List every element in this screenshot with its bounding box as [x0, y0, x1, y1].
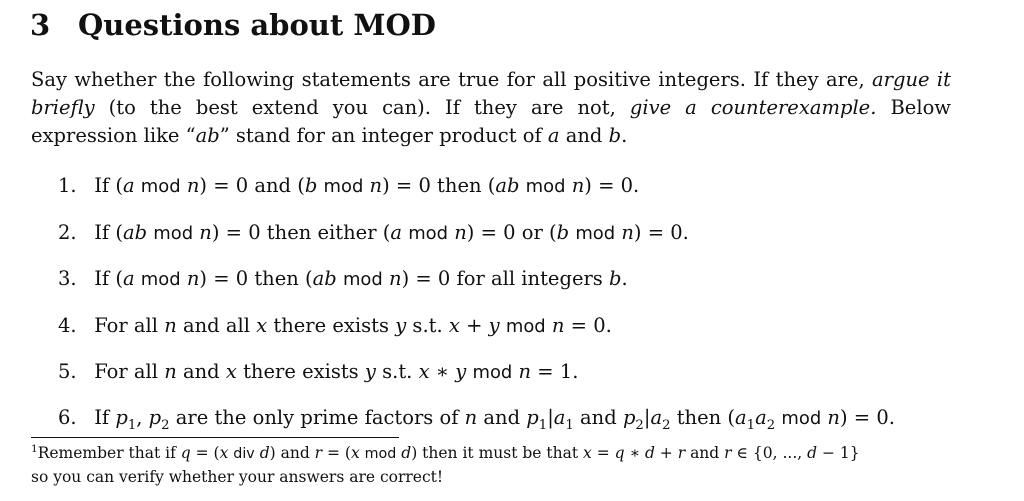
intro-var-b: b [608, 124, 622, 147]
intro-var-a: a [547, 124, 560, 147]
statement-number: 3. [58, 267, 77, 290]
statement-text: If (ab mod n) = 0 then either (a mod n) = 0 or (b mod n) = 0. [94, 221, 689, 244]
statement-text: For all n and x there exists y s.t. x ∗ y mod n = 1. [94, 360, 579, 383]
statement-number: 4. [58, 314, 77, 337]
intro-emphasis-argue: argue it briefly [31, 68, 951, 119]
footnote-line-1: $^1$Remember that if q = (x div d) and r = (x mod d) then it must be that x = q ∗ d + r and r ∈ {0, ..., d − 1} [31, 442, 860, 462]
intro-var-ab: ab [195, 124, 220, 147]
statement-text: If (a mod n) = 0 then (ab mod n) = 0 for all integers b. [94, 267, 628, 290]
intro-text-1: Say whether the following statements are true for all positive integers. If they are, [31, 68, 873, 91]
statement-number: 1. [58, 174, 77, 197]
section-title: Questions about MOD [78, 8, 436, 42]
statement-item [58, 406, 895, 433]
footnote-line-2: so you can verify whether your answers are correct! [31, 468, 444, 486]
statement-item [58, 314, 612, 337]
section-number: 3 [30, 8, 51, 42]
footnote-rule [31, 437, 399, 438]
statement-text: For all n and all x there exists y s.t. x + y mod n = 0. [94, 314, 612, 337]
intro-text-6: . [621, 124, 628, 147]
statement-number: 5. [58, 360, 77, 383]
footnote-mark: 1 [31, 442, 38, 455]
intro-text-4: ” stand for an integer product of [219, 124, 548, 147]
statement-item [58, 360, 578, 383]
intro-emphasis-counterexample: give a counterexample. [629, 96, 877, 119]
intro-text-5: and [559, 124, 609, 147]
statement-text: If (a mod n) = 0 and (b mod n) = 0 then (ab mod n) = 0. [94, 174, 640, 197]
statement-text: If $p_1$, $p_2$ are the only prime factors of n and $p_1|a_1$ and $p_2|a_2$ then ($a_1a_2$ mod n) = 0. [94, 406, 895, 433]
statement-item [58, 174, 639, 197]
footnote [31, 442, 956, 489]
statement-item [58, 267, 628, 290]
intro-text-2: (to the best extend you can). If they are not, [94, 96, 630, 119]
statement-item [58, 221, 689, 244]
statement-number: 2. [58, 221, 77, 244]
intro-paragraph [31, 66, 951, 150]
section-heading [30, 8, 436, 42]
statement-number: 6. [58, 406, 77, 429]
intro-text-3: Below expression like “ [31, 96, 951, 147]
